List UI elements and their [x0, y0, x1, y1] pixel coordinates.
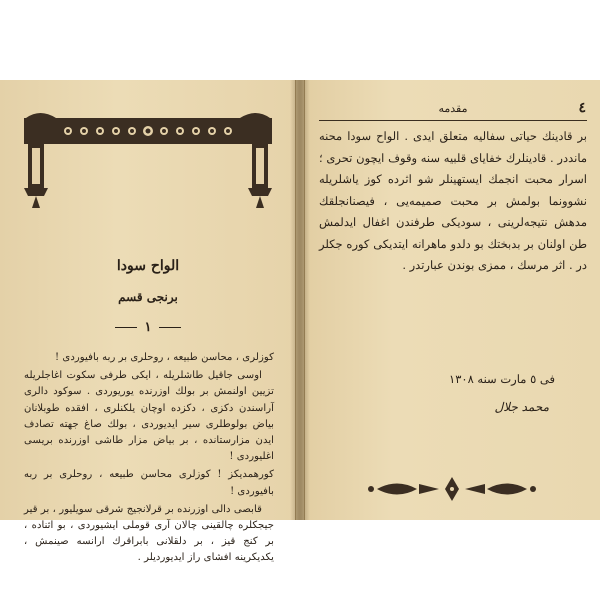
paragraph: كوزلری ، محاسن طبیعه ، روحلری بر ربه بافیوردی !	[55, 352, 274, 363]
signature: محمد جلال	[494, 400, 549, 414]
section-number-value: ١	[144, 320, 152, 335]
section-number	[70, 320, 226, 335]
date-line: فی ٥ مارت سنه ١٣٠٨	[449, 372, 555, 386]
left-page	[0, 80, 296, 564]
book-gutter	[290, 80, 310, 520]
paragraph: بر قادینك حیاتی سفالیه متعلق ایدی . الواح سودا محنه مانددر . قادینلرك خفایای قلبیه سنه وقوف ایچون تحری ؛ اسرار محبت انجمك ایستهینلر شو اثرده كوز یاشلریله نشوونما بولمش بر محبت صمیمه‌یی ، فیصنانجلقك مدهش نتیجه‌لرینی ، سودیكی طرفندن اغفال ایدلمش طن اولنان بر بدبختك بو دلدو ماهرانه ایتدیكی كوره جكلر در . اثر مرسك ، ممزی بوندن عبارتدر .	[319, 129, 587, 272]
right-page	[304, 80, 600, 520]
section-title: برنجی قسم	[118, 290, 178, 304]
open-book	[0, 80, 600, 564]
tailpiece-ornament	[367, 474, 537, 504]
right-body-text	[319, 126, 587, 277]
running-head: مقدمه	[319, 102, 587, 121]
left-body-text	[24, 350, 274, 569]
paragraph: قابصی دالی اوزرنده بر قرلانجیج شرقی سویلیور ، بر قیر جیجكلره چالقینی چالان آری قوملی ایشیوردی ، بو اثناده ، بر كنج قیز ، بر دلقلانی بابراقرك ارانسه صینمش ، یكدیكرینه افشای راز ایدیوردیلر .	[24, 503, 274, 564]
divider	[115, 327, 137, 328]
page-number: ٤	[578, 100, 586, 116]
divider	[159, 327, 181, 328]
paragraph: اوسی جاقیل طاشلریله ، ایكی طرفی سكوت اغاجلریله تزیین اولنمش بر بولك اوزرنده یوریوردی . سوكود دالری آراسندن دكزی ، دكزده اوچان یلكنلری ، افقده طوبلانان بیاض بولوطلری سیر ایدیوردی ، بولك صاغ جهته تصادف ایدن مزارستانده ، بر بیاض مزار طاشی اوزرنده بریسی اغلیوردی !	[24, 370, 274, 463]
header-ornament	[24, 110, 272, 210]
paragraph: كورهمدیكز ! كوزلری محاسن طبیعه ، روحلری بر ربه بافیوردی !	[24, 469, 274, 497]
chapter-title: الواح سودا	[116, 258, 180, 274]
